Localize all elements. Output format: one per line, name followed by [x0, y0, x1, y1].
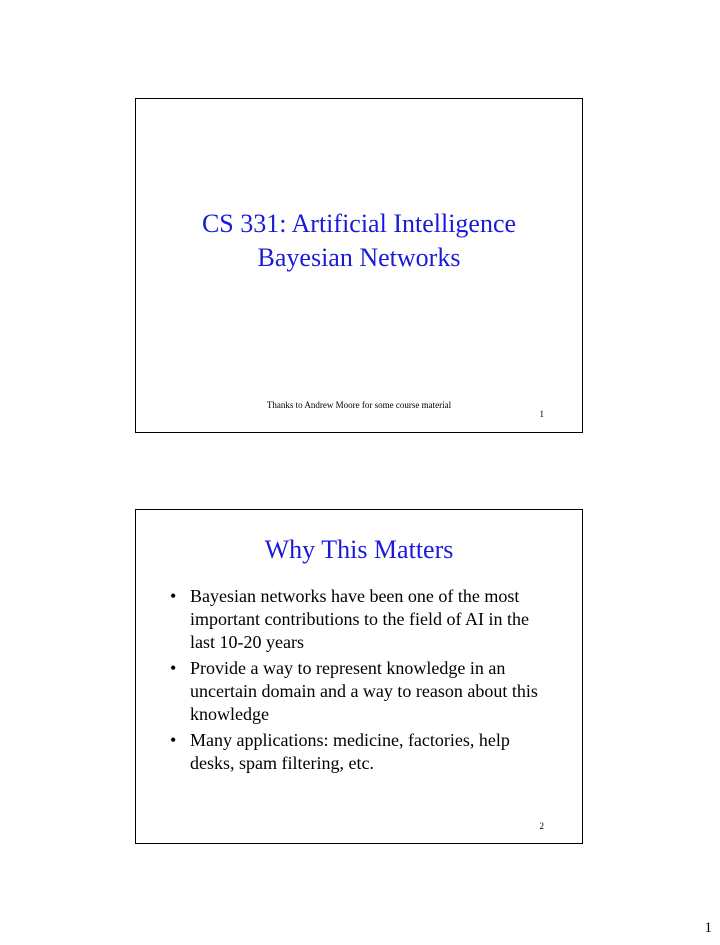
- slide-1-title: [136, 207, 582, 275]
- slide-1-title-line-2: Bayesian Networks: [257, 243, 461, 272]
- bullet-item: [170, 729, 558, 775]
- slide-1-credit: Thanks to Andrew Moore for some course material: [266, 400, 452, 410]
- slide-1-number: 1: [539, 409, 544, 419]
- bullet-item: [170, 585, 558, 654]
- bullet-text: Provide a way to represent knowledge in an uncertain domain and a way to reason about this knowledge: [190, 658, 538, 724]
- bullet-icon: •: [170, 730, 177, 750]
- bullet-text: Many applications: medicine, factories, help desks, spam filtering, etc.: [190, 730, 510, 773]
- bullet-icon: •: [170, 658, 177, 678]
- slide-2-number: 2: [539, 821, 544, 831]
- bullet-text: Bayesian networks have been one of the most important contributions to the field of AI in the last 10-20 years: [190, 586, 529, 652]
- page-number: 1: [704, 920, 712, 936]
- bullet-icon: •: [170, 586, 177, 606]
- slide-2: [135, 509, 583, 844]
- slide-1-title-line-1: CS 331: Artificial Intelligence: [201, 209, 517, 238]
- bullet-item: [170, 657, 558, 726]
- slide-2-bullet-list: [170, 585, 558, 778]
- slide-2-title: Why This Matters: [264, 535, 454, 564]
- slide-1: [135, 98, 583, 433]
